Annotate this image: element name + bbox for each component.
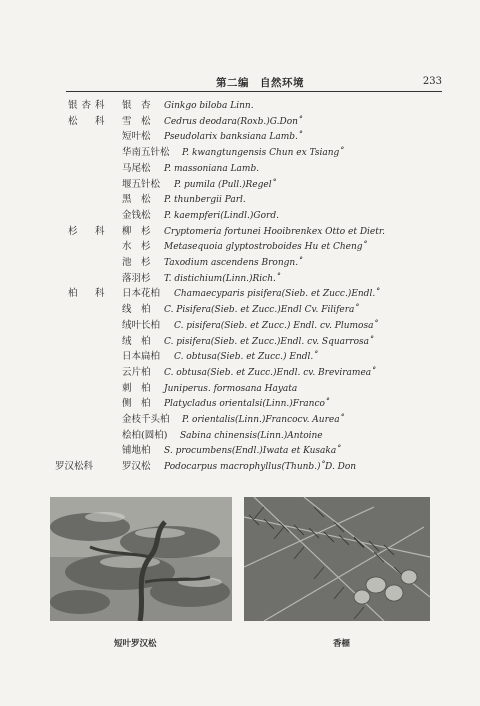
latin-name: Sabina chinensis(Linn.)Antoine [180, 430, 323, 441]
latin-name: Juniperus. formosana Hayata [164, 383, 298, 394]
latin-name: Taxodium ascendens Brongn.˚ [164, 258, 303, 268]
photo-torreya [244, 497, 430, 621]
family-name: 杉 科 [68, 225, 109, 237]
family-name: 罗汉松科 [55, 461, 94, 473]
chinese-name: 短叶松 [122, 131, 151, 143]
species-row [0, 458, 480, 476]
latin-name: P. massoniana Lamb. [164, 163, 260, 174]
latin-name: C. obtusa(Sieb. et Zucc.) Endl.˚ [174, 352, 318, 363]
chapter-title: 第二编 自然环境 [216, 77, 304, 89]
chinese-name: 华南五针松 [122, 147, 170, 159]
latin-name: T. distichium(Linn.)Rich.˚ [164, 273, 281, 284]
chinese-name: 刺 柏 [122, 382, 151, 394]
chinese-name: 雪 松 [122, 115, 151, 127]
latin-name: P. kaempferi(Lindl.)Gord. [164, 210, 279, 221]
latin-name: Cryptomeria fortunei Hooibrenkex Otto et Dietr. [164, 226, 386, 237]
chinese-name: 绒 柏 [122, 335, 151, 347]
photo-short-leaf-podocarpus [50, 497, 232, 621]
chinese-name: 侧 柏 [122, 398, 151, 410]
latin-name: P. orientalis(Linn.)Francocv. Aurea˚ [182, 415, 345, 425]
family-name: 松 科 [68, 115, 109, 127]
latin-name: C. Pisifera(Sieb. et Zucc.)Endl Cv. Filifera˚ [164, 305, 359, 316]
chinese-name: 罗汉松 [122, 461, 151, 473]
latin-name: Pseudolarix banksiana Lamb.˚ [164, 132, 303, 143]
chinese-name: 铺地柏 [122, 445, 151, 457]
chinese-name: 线 柏 [122, 304, 151, 316]
latin-name: Podocarpus macrophyllus(Thunb.)˚D. Don [164, 462, 357, 473]
latin-name: S. procumbens(Endl.)Iwata et Kusaka˚ [164, 446, 341, 457]
family-name: 银杏科 [68, 100, 109, 111]
latin-name: C. obtusa(Sieb. et Zucc.)Endl. cv. Breviramea˚ [164, 367, 376, 378]
chinese-name: 云片柏 [122, 366, 151, 378]
latin-name: Ginkgo biloba Linn. [164, 101, 254, 111]
latin-name: Chamaecyparis pisifera(Sieb. et Zucc.)Endl.˚ [174, 289, 380, 300]
chinese-name: 水 杉 [122, 241, 151, 253]
page-header [66, 74, 442, 91]
caption-left: 短叶罗汉松 [114, 639, 157, 649]
latin-name: P. kwangtungensis Chun ex Tsiang˚ [182, 148, 344, 159]
chinese-name: 绒叶长柏 [122, 319, 161, 331]
latin-name: P. thunbergii Parl. [164, 195, 246, 206]
latin-name: C. pisifera(Sieb. et Zucc.) Endl. cv. Plumosa˚ [174, 320, 378, 331]
latin-name: Platycladus orientalsi(Linn.)Franco˚ [164, 399, 330, 410]
chinese-name: 金枝千头柏 [122, 414, 170, 425]
header-rule [66, 91, 442, 92]
chinese-name: 银 杏 [122, 100, 151, 111]
family-name: 柏 科 [68, 288, 109, 300]
chinese-name: 日本扁柏 [122, 351, 161, 363]
latin-name: Cedrus deodara(Roxb.)G.Don˚ [164, 116, 303, 127]
chinese-name: 金钱松 [122, 209, 151, 221]
chinese-name: 黑 松 [122, 194, 151, 206]
caption-right: 香榧 [333, 639, 351, 649]
chinese-name: 马尾松 [122, 162, 151, 174]
chinese-name: 日本花柏 [122, 288, 161, 300]
chinese-name: 池 杉 [122, 257, 151, 268]
latin-name: P. pumila (Pull.)Regel˚ [174, 179, 277, 190]
chinese-name: 堰五针松 [122, 178, 161, 190]
chinese-name: 落羽杉 [122, 272, 151, 284]
chinese-name: 柳 杉 [122, 225, 151, 237]
latin-name: C. pisifera(Sieb. et Zucc.)Endl. cv. Squarrosa˚ [164, 336, 374, 347]
page-number: 233 [422, 76, 442, 87]
latin-name: Metasequoia glyptostroboides Hu et Cheng˚ [164, 242, 368, 253]
chinese-name: 桧柏(圆柏) [122, 429, 168, 441]
